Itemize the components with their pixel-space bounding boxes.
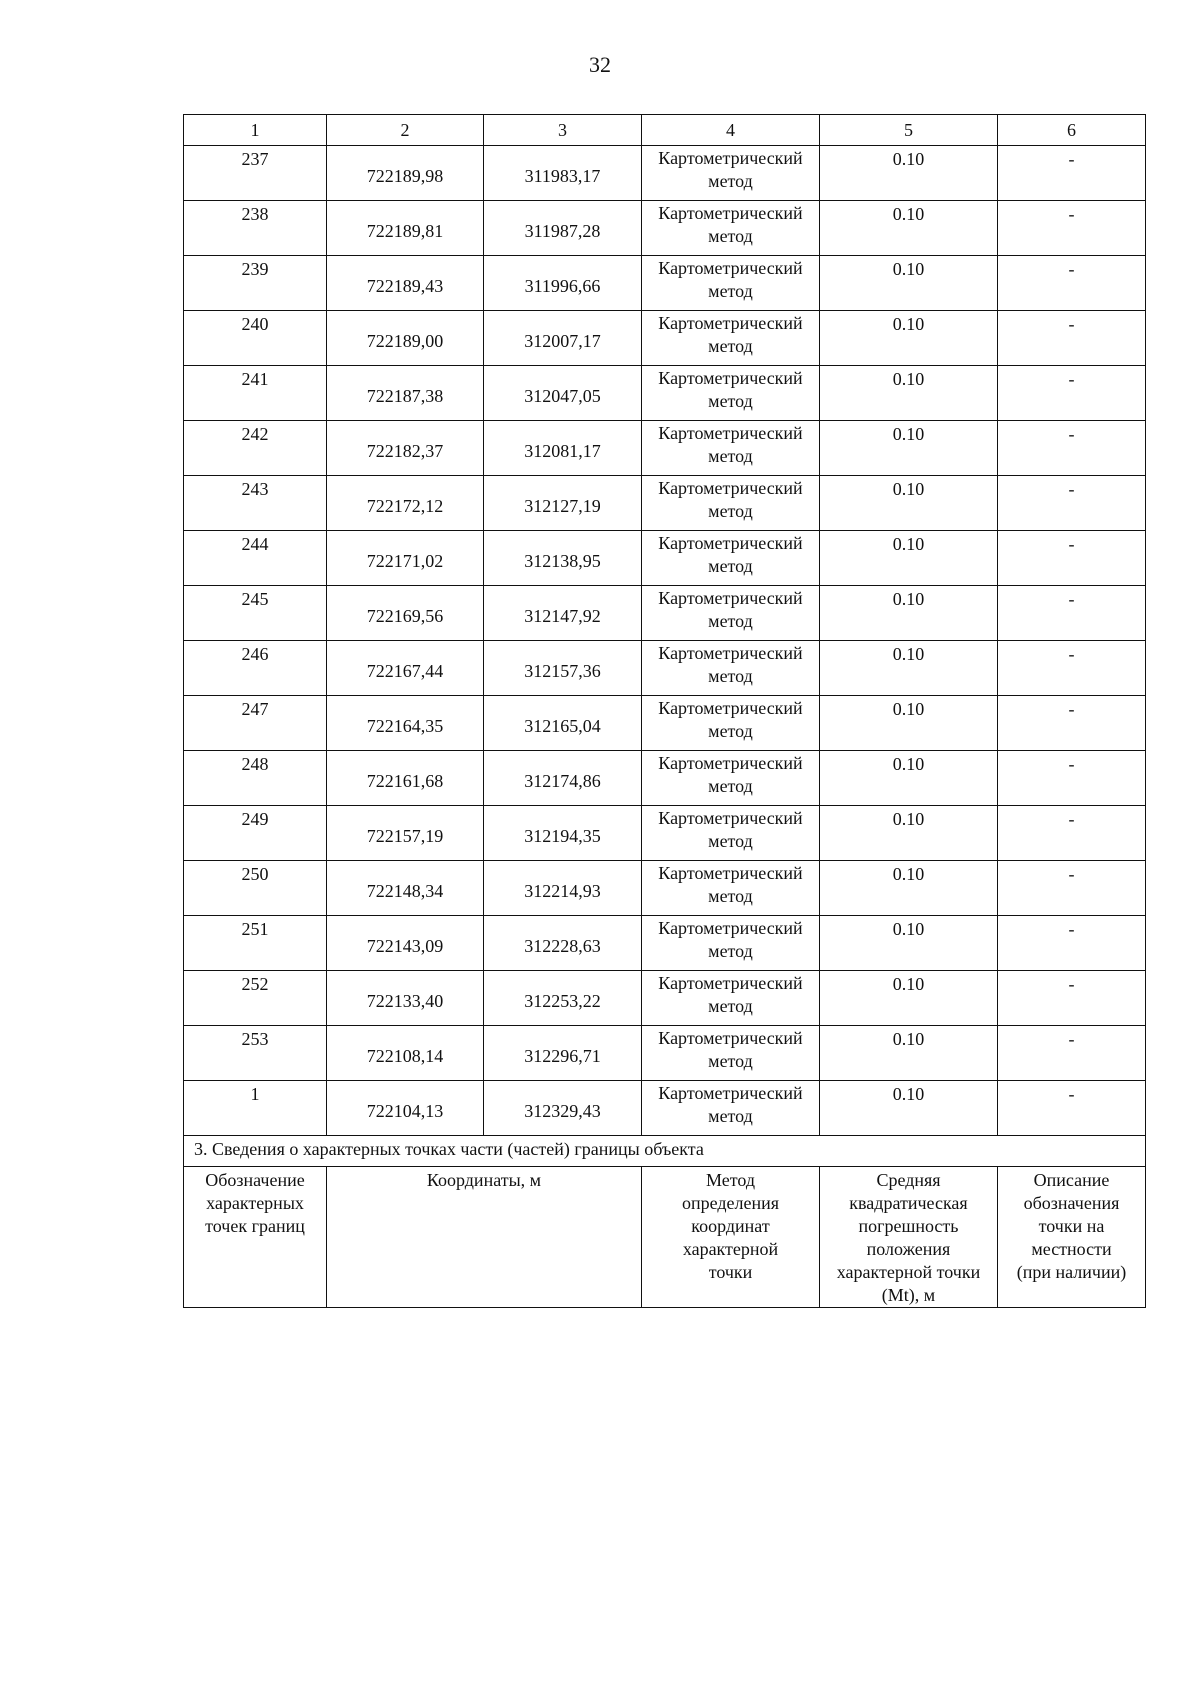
method-line: метод — [708, 1051, 753, 1071]
table-row — [184, 916, 1146, 971]
method-cell — [642, 146, 820, 201]
y-coordinate-cell: 311996,66 — [484, 256, 642, 311]
mean-error-cell: 0.10 — [820, 806, 998, 861]
header-line: Описание — [1033, 1170, 1110, 1190]
method-line: Картометрический — [658, 1083, 803, 1103]
mean-error-cell: 0.10 — [820, 476, 998, 531]
point-designation-header — [184, 1167, 327, 1308]
header-line: характерных — [206, 1193, 304, 1213]
point-number-cell: 250 — [184, 861, 327, 916]
method-line: Картометрический — [658, 478, 803, 498]
page-number: 32 — [589, 52, 611, 77]
method-line: Картометрический — [658, 533, 803, 553]
method-line: метод — [708, 666, 753, 686]
table-row — [184, 971, 1146, 1026]
method-line: Картометрический — [658, 863, 803, 883]
method-line: Картометрический — [658, 588, 803, 608]
method-line: метод — [708, 776, 753, 796]
table-row — [184, 201, 1146, 256]
method-cell — [642, 696, 820, 751]
table-row — [184, 421, 1146, 476]
method-cell — [642, 366, 820, 421]
description-cell: - — [998, 916, 1146, 971]
mean-error-cell: 0.10 — [820, 916, 998, 971]
method-line: метод — [708, 996, 753, 1016]
method-line: Картометрический — [658, 258, 803, 278]
method-line: Картометрический — [658, 148, 803, 168]
method-line: метод — [708, 281, 753, 301]
x-coordinate-cell: 722133,40 — [327, 971, 484, 1026]
mean-error-cell: 0.10 — [820, 1081, 998, 1136]
description-cell: - — [998, 1081, 1146, 1136]
method-line: метод — [708, 226, 753, 246]
table-row — [184, 586, 1146, 641]
description-cell: - — [998, 531, 1146, 586]
method-line: метод — [708, 171, 753, 191]
method-line: метод — [708, 721, 753, 741]
point-number-cell: 246 — [184, 641, 327, 696]
y-coordinate-cell: 312296,71 — [484, 1026, 642, 1081]
header-line: (при наличии) — [1016, 1262, 1127, 1282]
x-coordinate-cell: 722172,12 — [327, 476, 484, 531]
point-number-cell: 249 — [184, 806, 327, 861]
header-line: погрешность — [858, 1216, 959, 1236]
table-row — [184, 531, 1146, 586]
mean-error-cell: 0.10 — [820, 201, 998, 256]
mean-error-cell: 0.10 — [820, 256, 998, 311]
x-coordinate-cell: 722187,38 — [327, 366, 484, 421]
method-cell — [642, 751, 820, 806]
header-line: Обозначение — [205, 1170, 305, 1190]
mean-error-cell: 0.10 — [820, 421, 998, 476]
method-line: метод — [708, 831, 753, 851]
mean-error-cell: 0.10 — [820, 311, 998, 366]
method-cell — [642, 586, 820, 641]
point-number-cell: 241 — [184, 366, 327, 421]
column-number-cell: 4 — [642, 115, 820, 146]
method-line: метод — [708, 391, 753, 411]
column-number-cell: 5 — [820, 115, 998, 146]
method-cell — [642, 201, 820, 256]
method-line: Картометрический — [658, 918, 803, 938]
mean-error-cell: 0.10 — [820, 696, 998, 751]
x-coordinate-cell: 722161,68 — [327, 751, 484, 806]
method-cell — [642, 1026, 820, 1081]
section-title: 3. Сведения о характерных точках части (частей) границы объекта — [184, 1136, 1146, 1167]
point-number-cell: 239 — [184, 256, 327, 311]
y-coordinate-cell: 311983,17 — [484, 146, 642, 201]
description-cell: - — [998, 751, 1146, 806]
point-number-cell: 240 — [184, 311, 327, 366]
description-cell: - — [998, 696, 1146, 751]
x-coordinate-cell: 722157,19 — [327, 806, 484, 861]
y-coordinate-cell: 312007,17 — [484, 311, 642, 366]
mean-error-cell: 0.10 — [820, 586, 998, 641]
mean-error-cell: 0.10 — [820, 641, 998, 696]
method-line: метод — [708, 941, 753, 961]
method-cell — [642, 1081, 820, 1136]
header-line: определения — [681, 1193, 780, 1213]
method-header — [642, 1167, 820, 1308]
mean-error-cell: 0.10 — [820, 531, 998, 586]
method-cell — [642, 311, 820, 366]
description-cell: - — [998, 311, 1146, 366]
method-cell — [642, 641, 820, 696]
description-cell: - — [998, 421, 1146, 476]
table-row — [184, 696, 1146, 751]
x-coordinate-cell: 722104,13 — [327, 1081, 484, 1136]
description-cell: - — [998, 971, 1146, 1026]
point-number-cell: 251 — [184, 916, 327, 971]
header-line: Средняя — [876, 1170, 941, 1190]
column-number-row — [184, 115, 1146, 146]
method-cell — [642, 806, 820, 861]
y-coordinate-cell: 312047,05 — [484, 366, 642, 421]
column-number-cell: 6 — [998, 115, 1146, 146]
x-coordinate-cell: 722189,43 — [327, 256, 484, 311]
table-row — [184, 1081, 1146, 1136]
point-number-cell: 253 — [184, 1026, 327, 1081]
y-coordinate-cell: 312329,43 — [484, 1081, 642, 1136]
y-coordinate-cell: 312157,36 — [484, 641, 642, 696]
method-line: метод — [708, 886, 753, 906]
method-line: метод — [708, 611, 753, 631]
point-number-cell: 245 — [184, 586, 327, 641]
method-cell — [642, 916, 820, 971]
description-cell: - — [998, 201, 1146, 256]
table-row — [184, 366, 1146, 421]
column-number-cell: 3 — [484, 115, 642, 146]
table-row — [184, 146, 1146, 201]
description-cell: - — [998, 256, 1146, 311]
mean-error-cell: 0.10 — [820, 971, 998, 1026]
method-line: метод — [708, 556, 753, 576]
table-row — [184, 806, 1146, 861]
point-number-cell: 237 — [184, 146, 327, 201]
method-line: Картометрический — [658, 973, 803, 993]
header-line: местности — [1031, 1239, 1112, 1259]
header-line: обозначения — [1023, 1193, 1120, 1213]
method-cell — [642, 256, 820, 311]
table-row — [184, 1026, 1146, 1081]
mean-error-cell: 0.10 — [820, 861, 998, 916]
mean-error-cell: 0.10 — [820, 1026, 998, 1081]
table-body — [184, 115, 1146, 1308]
column-number-cell: 1 — [184, 115, 327, 146]
header-line: положения — [866, 1239, 951, 1259]
method-line: метод — [708, 446, 753, 466]
method-line: метод — [708, 501, 753, 521]
mean-error-cell: 0.10 — [820, 751, 998, 806]
method-line: Картометрический — [658, 368, 803, 388]
point-number-cell: 248 — [184, 751, 327, 806]
point-number-cell: 238 — [184, 201, 327, 256]
header-line: характерной точки — [836, 1262, 981, 1282]
method-line: Картометрический — [658, 423, 803, 443]
table-row — [184, 256, 1146, 311]
method-line: Картометрический — [658, 313, 803, 333]
table-row — [184, 861, 1146, 916]
description-header — [998, 1167, 1146, 1308]
y-coordinate-cell: 312174,86 — [484, 751, 642, 806]
y-coordinate-cell: 312127,19 — [484, 476, 642, 531]
x-coordinate-cell: 722189,00 — [327, 311, 484, 366]
method-cell — [642, 861, 820, 916]
coordinates-table — [183, 114, 1146, 1308]
x-coordinate-cell: 722167,44 — [327, 641, 484, 696]
mean-error-header — [820, 1167, 998, 1308]
x-coordinate-cell: 722164,35 — [327, 696, 484, 751]
point-number-cell: 243 — [184, 476, 327, 531]
point-number-cell: 247 — [184, 696, 327, 751]
y-coordinate-cell: 312228,63 — [484, 916, 642, 971]
description-cell: - — [998, 146, 1146, 201]
y-coordinate-cell: 312147,92 — [484, 586, 642, 641]
method-line: Картометрический — [658, 1028, 803, 1048]
table-row — [184, 311, 1146, 366]
subheader-row — [184, 1167, 1146, 1308]
column-number-cell: 2 — [327, 115, 484, 146]
method-line: Картометрический — [658, 753, 803, 773]
point-number-cell: 252 — [184, 971, 327, 1026]
table-row — [184, 751, 1146, 806]
coordinates-header — [327, 1167, 642, 1308]
header-line: точки — [708, 1262, 753, 1282]
point-number-cell: 1 — [184, 1081, 327, 1136]
method-line: Картометрический — [658, 698, 803, 718]
method-cell — [642, 421, 820, 476]
header-line: точек границ — [205, 1216, 305, 1236]
y-coordinate-cell: 312253,22 — [484, 971, 642, 1026]
x-coordinate-cell: 722189,98 — [327, 146, 484, 201]
x-coordinate-cell: 722182,37 — [327, 421, 484, 476]
method-cell — [642, 476, 820, 531]
mean-error-cell: 0.10 — [820, 146, 998, 201]
method-line: метод — [708, 1106, 753, 1126]
y-coordinate-cell: 312081,17 — [484, 421, 642, 476]
description-cell: - — [998, 586, 1146, 641]
method-cell — [642, 531, 820, 586]
description-cell: - — [998, 1026, 1146, 1081]
x-coordinate-cell: 722108,14 — [327, 1026, 484, 1081]
method-line: Картометрический — [658, 808, 803, 828]
mean-error-cell: 0.10 — [820, 366, 998, 421]
x-coordinate-cell: 722189,81 — [327, 201, 484, 256]
description-cell: - — [998, 366, 1146, 421]
point-number-cell: 244 — [184, 531, 327, 586]
method-line: Картометрический — [658, 203, 803, 223]
description-cell: - — [998, 861, 1146, 916]
y-coordinate-cell: 312138,95 — [484, 531, 642, 586]
x-coordinate-cell: 722171,02 — [327, 531, 484, 586]
header-line: координат — [691, 1216, 770, 1236]
header-line: (Mt), м — [881, 1285, 936, 1305]
x-coordinate-cell: 722169,56 — [327, 586, 484, 641]
x-coordinate-cell: 722148,34 — [327, 861, 484, 916]
header-line: Координаты, м — [426, 1170, 542, 1190]
y-coordinate-cell: 311987,28 — [484, 201, 642, 256]
header-line: квадратическая — [849, 1193, 968, 1213]
section-title-row — [184, 1136, 1146, 1167]
header-line: характерной — [682, 1239, 779, 1259]
y-coordinate-cell: 312214,93 — [484, 861, 642, 916]
table-row — [184, 476, 1146, 531]
method-line: Картометрический — [658, 643, 803, 663]
method-cell — [642, 971, 820, 1026]
header-line: точки на — [1038, 1216, 1105, 1236]
header-line: Метод — [705, 1170, 756, 1190]
table-row — [184, 641, 1146, 696]
description-cell: - — [998, 806, 1146, 861]
description-cell: - — [998, 641, 1146, 696]
point-number-cell: 242 — [184, 421, 327, 476]
description-cell: - — [998, 476, 1146, 531]
method-line: метод — [708, 336, 753, 356]
x-coordinate-cell: 722143,09 — [327, 916, 484, 971]
y-coordinate-cell: 312165,04 — [484, 696, 642, 751]
y-coordinate-cell: 312194,35 — [484, 806, 642, 861]
